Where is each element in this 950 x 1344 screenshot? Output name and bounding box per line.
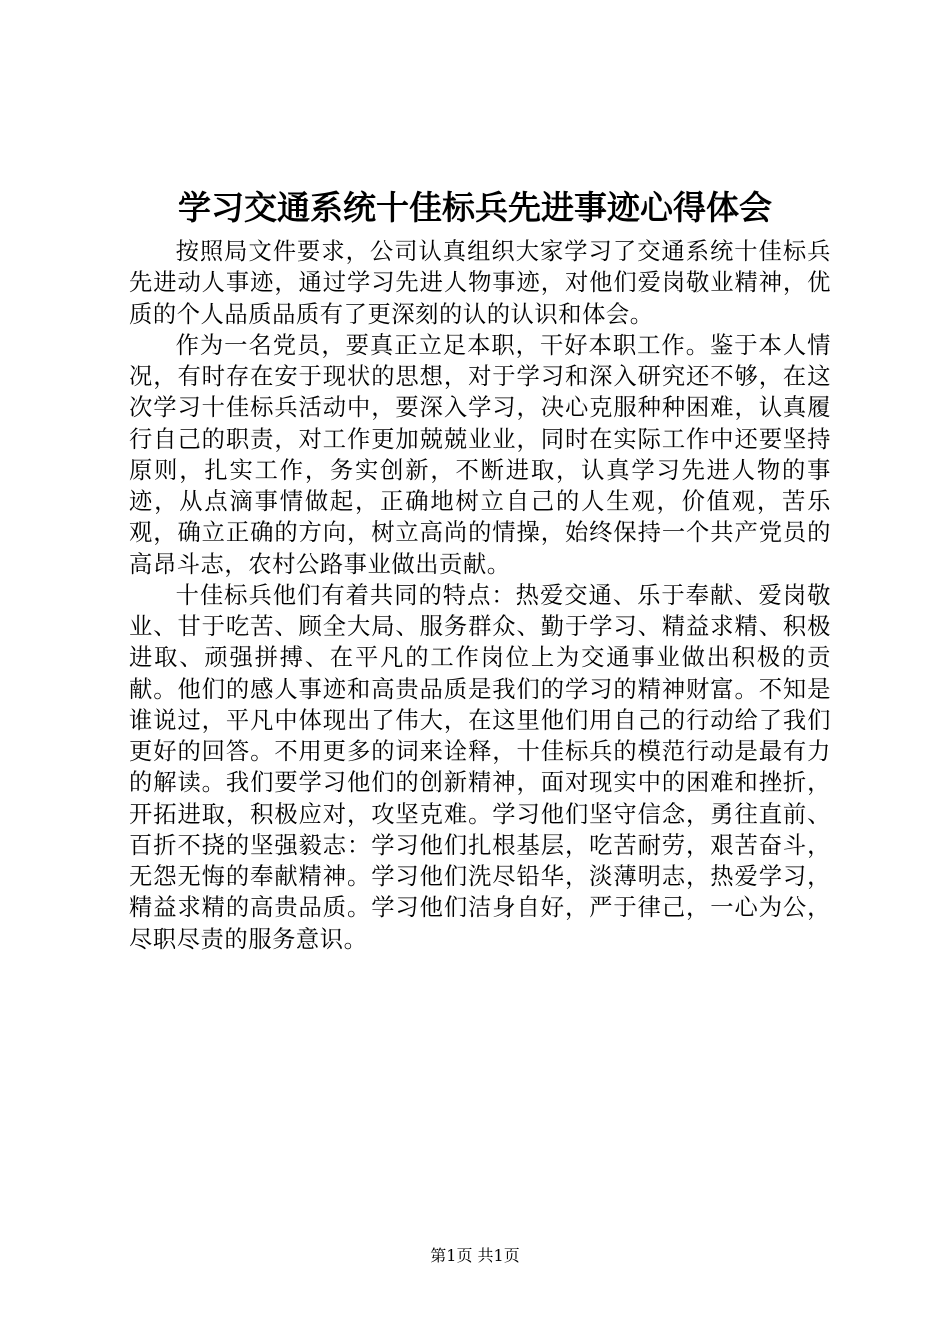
paragraph-1: 按照局文件要求，公司认真组织大家学习了交通系统十佳标兵先进动人事迹，通过学习先进人物事迹，对他们爱岗敬业精神，优质的个人品质品质有了更深刻的认的认识和体会。 [129,238,831,328]
paragraph-3: 十佳标兵他们有着共同的特点：热爱交通、乐于奉献、爱岗敬业、甘于吃苦、顾全大局、服务群众、勤于学习、精益求精、积极进取、顽强拼搏、在平凡的工作岗位上为交通事业做出积极的贡献。他们的感人事迹和高贵品质是我们的学习的精神财富。不知是谁说过，平凡中体现出了伟大，在这里他们用自己的行动给了我们更好的回答。不用更多的词来诠释，十佳标兵的模范行动是最有力的解读。我们要学习他们的创新精神，面对现实中的困难和挫折，开拓进取，积极应对，攻坚克难。学习他们坚守信念，勇往直前、百折不挠的坚强毅志：学习他们扎根基层，吃苦耐劳，艰苦奋斗，无怨无悔的奉献精神。学习他们洗尽铅华，淡薄明志，热爱学习，精益求精的高贵品质。学习他们洁身自好，严于律己，一心为公，尽职尽责的服务意识。 [129,581,831,953]
page-footer: 第1页 共1页 [430,1246,520,1265]
document-title: 学习交通系统十佳标兵先进事迹心得体会 [178,188,772,227]
document-body [129,236,831,955]
paragraph-2: 作为一名党员，要真正立足本职，干好本职工作。鉴于本人情况，有时存在安于现状的思想，对于学习和深入研究还不够，在这次学习十佳标兵活动中，要深入学习，决心克服种种困难，认真履行自己的职责，对工作更加兢兢业业，同时在实际工作中还要坚持原则，扎实工作，务实创新，不断进取，认真学习先进人物的事迹，从点滴事情做起，正确地树立自己的人生观，价值观，苦乐观，确立正确的方向，树立高尚的情操，始终保持一个共产党员的高昂斗志，农村公路事业做出贡献。 [129,331,831,578]
